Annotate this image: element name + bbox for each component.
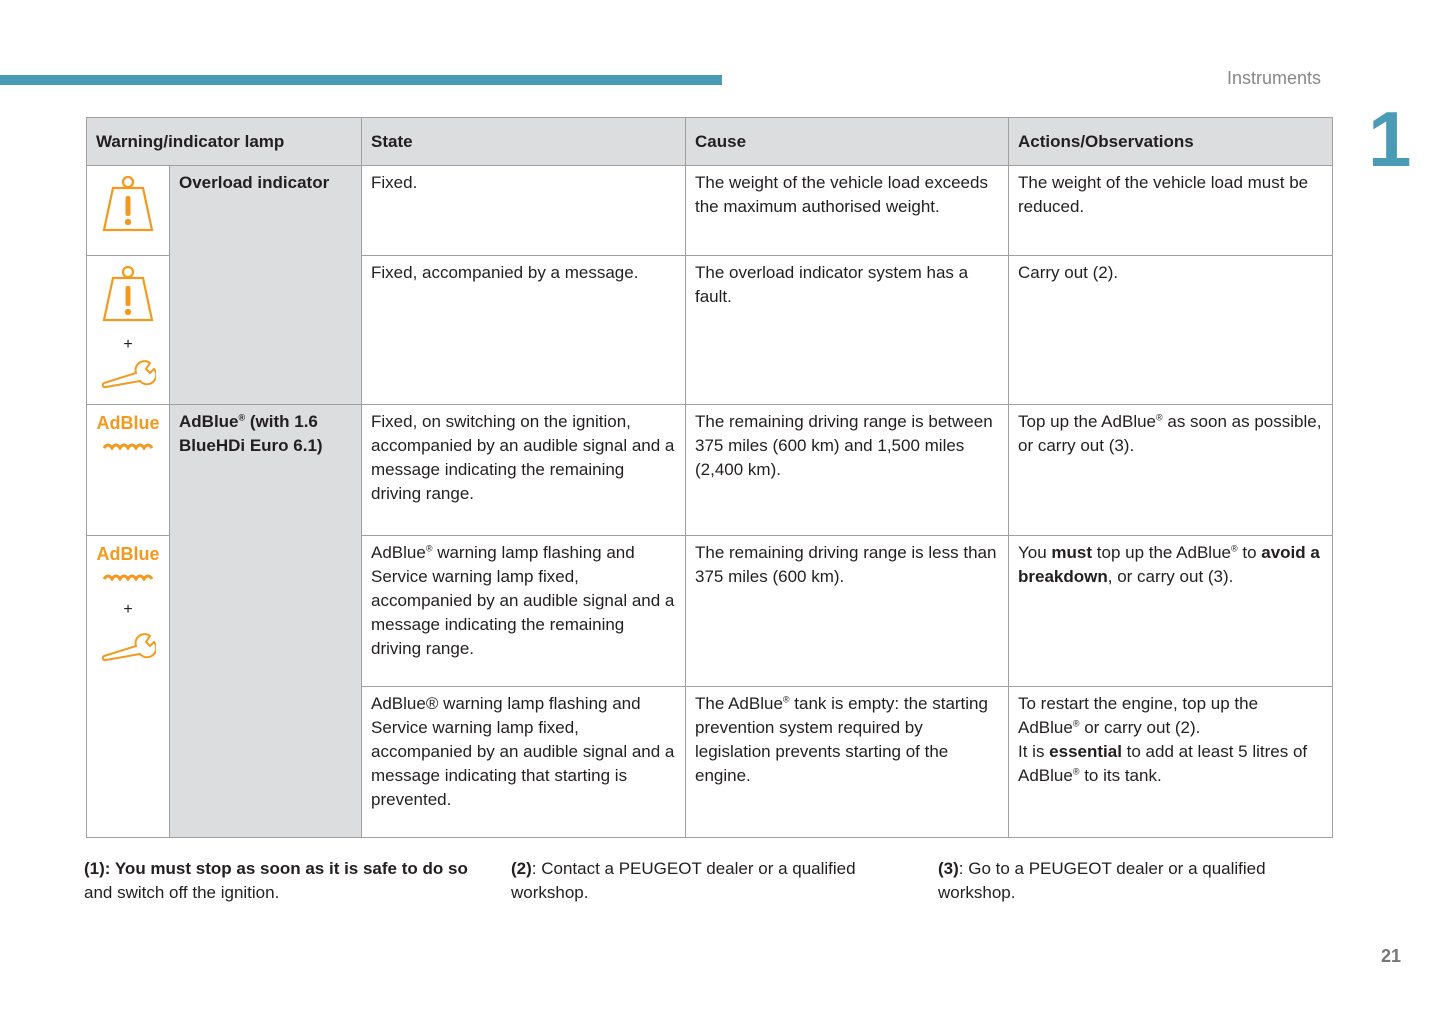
reg-mark: ® [238, 412, 246, 423]
overload-weight-icon [98, 174, 158, 234]
t: avoid a breakdown [1018, 543, 1320, 586]
adblue-icon: AdBlue [96, 544, 160, 564]
header-cause: Cause [686, 118, 1009, 166]
reg-mark: ® [425, 543, 433, 554]
state-cell: Fixed, accompanied by a message. [362, 256, 686, 405]
cause-cell [686, 687, 1009, 838]
state-cell: Fixed, on switching on the ignition, accompanied by an audible signal and a message indicating the remaining driving range. [362, 405, 686, 536]
plus-sign: + [123, 601, 133, 618]
adblue-icon-cell [87, 405, 170, 536]
t: AdBlue [371, 543, 426, 562]
cause-cell: The weight of the vehicle load exceeds the maximum authorised weight. [686, 166, 1009, 256]
t: and switch off the ignition. [84, 883, 280, 902]
wrench-icon [100, 632, 156, 662]
t: to [1237, 543, 1262, 562]
t: warning lamp flashing and Service warning lamp fixed, accompanied by an audible signal and a message indicating the remaining driving range. [371, 543, 675, 658]
plus-sign: + [123, 336, 133, 353]
state-cell [362, 536, 686, 687]
t: : Contact a PEUGEOT dealer or a qualified workshop. [511, 859, 856, 902]
overload-fault-icon-cell [87, 256, 170, 405]
reg-mark: ® [782, 694, 790, 705]
cause-cell: The remaining driving range is less than 375 miles (600 km). [686, 536, 1009, 687]
note-2 [511, 857, 911, 905]
t: The AdBlue [695, 694, 783, 713]
action-cell: The weight of the vehicle load must be reduced. [1009, 166, 1333, 256]
t: must [1051, 543, 1093, 562]
table-row [87, 405, 1333, 536]
note-1 [84, 857, 484, 905]
t: essential [1049, 742, 1122, 761]
action-cell: Carry out (2). [1009, 256, 1333, 405]
note-3 [938, 857, 1338, 905]
overload-icon-cell [87, 166, 170, 256]
reg-mark: ® [1231, 543, 1238, 554]
t: To restart the engine, top up the AdBlue [1018, 694, 1259, 737]
reg-mark: ® [1156, 412, 1163, 423]
t: , or carry out (3). [1107, 567, 1234, 586]
t: to add at least 5 litres of AdBlue [1018, 742, 1308, 785]
adblue-wave-icon [103, 442, 153, 450]
overload-weight-icon [98, 264, 158, 324]
adblue-icon: AdBlue [96, 413, 160, 433]
t: top up the AdBlue [1092, 543, 1231, 562]
action-cell [1009, 687, 1333, 838]
header-state: State [362, 118, 686, 166]
state-cell: Fixed. [362, 166, 686, 256]
label-text: AdBlue [179, 412, 239, 431]
page-number: 21 [1381, 946, 1402, 966]
adblue-wave-icon [103, 573, 153, 581]
t: (3) [938, 859, 959, 878]
t: : Go to a PEUGEOT dealer or a qualified workshop. [938, 859, 1266, 902]
header-lamp: Warning/indicator lamp [87, 118, 362, 166]
t: It is [1018, 742, 1050, 761]
t: or carry out (2). [1079, 718, 1201, 737]
cause-cell: The overload indicator system has a fault. [686, 256, 1009, 405]
label-text: (with 1.6 BlueHDi Euro 6.1) [179, 412, 323, 455]
warning-lamp-table [86, 117, 1333, 838]
adblue-service-icon-cell [87, 536, 170, 838]
action-cell [1009, 405, 1333, 536]
action-cell [1009, 536, 1333, 687]
adblue-label [170, 405, 362, 838]
reg-mark: ® [1072, 718, 1080, 729]
t: to its tank. [1079, 766, 1162, 785]
t: Top up the AdBlue [1018, 412, 1157, 431]
t: You [1018, 543, 1052, 562]
overload-label: Overload indicator [170, 166, 362, 405]
t: as soon as possible, or carry out (3). [1018, 412, 1322, 455]
top-accent-bar [0, 75, 722, 85]
t: : You must stop as soon as it is safe to do so [104, 859, 468, 878]
t: tank is empty: the starting prevention system required by legislation prevents starting of the engine. [695, 694, 988, 785]
wrench-icon [100, 359, 156, 389]
t: (2) [511, 859, 532, 878]
chapter-number: 1 [1368, 95, 1412, 183]
t: (1) [84, 859, 105, 878]
state-cell: AdBlue® warning lamp flashing and Service warning lamp fixed, accompanied by an audible signal and a message indicating that starting is prevented. [362, 687, 686, 838]
reg-mark: ® [1072, 766, 1080, 777]
cause-cell: The remaining driving range is between 375 miles (600 km) and 1,500 miles (2,400 km). [686, 405, 1009, 536]
header-actions: Actions/Observations [1009, 118, 1333, 166]
section-title: Instruments [1227, 68, 1322, 88]
table-row [87, 166, 1333, 256]
